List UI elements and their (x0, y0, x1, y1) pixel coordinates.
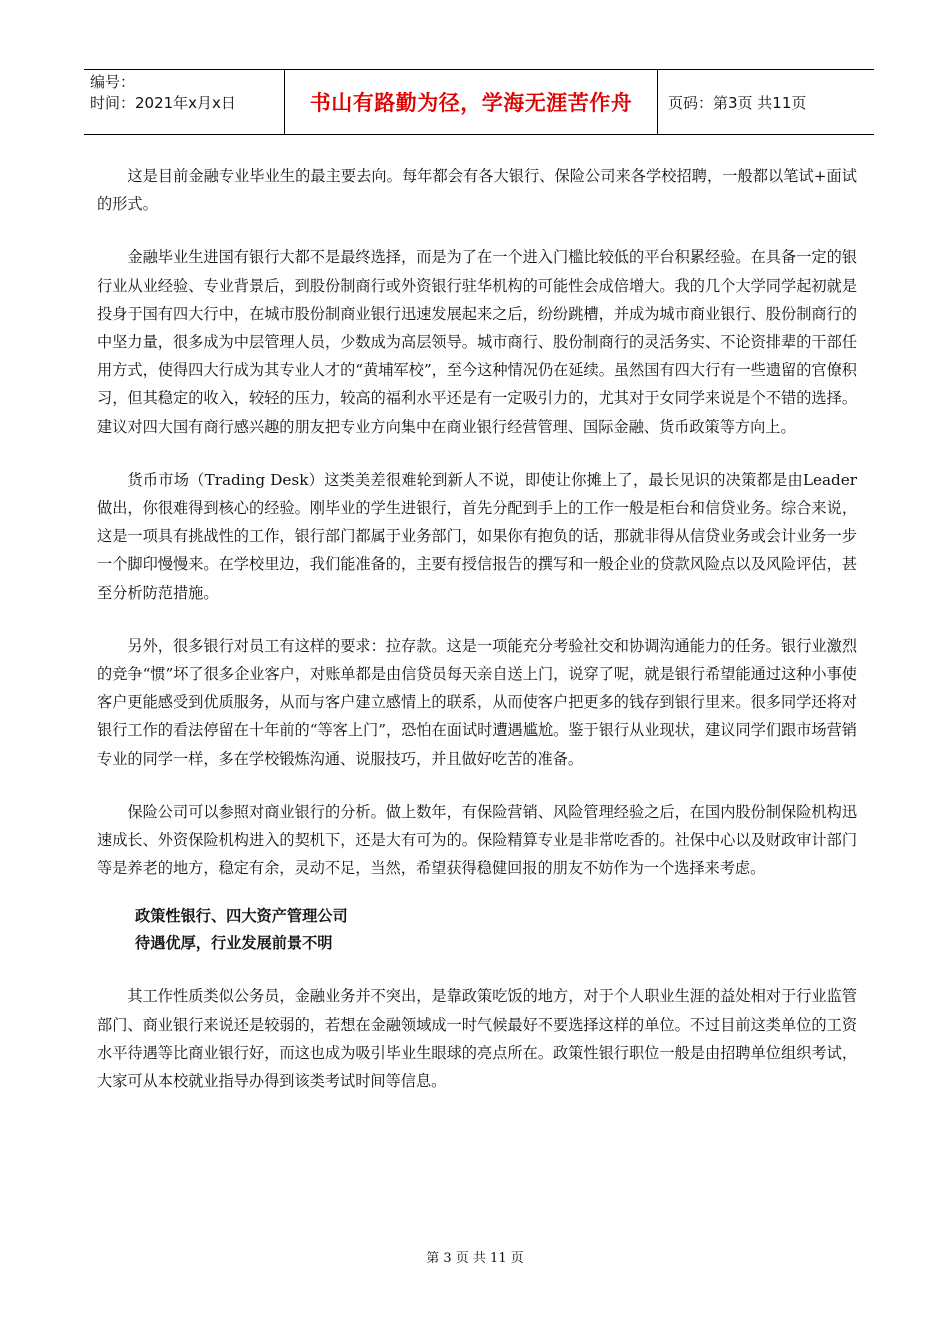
document-body (97, 162, 857, 1120)
header-meta-cell (84, 70, 285, 134)
paragraph: 这是目前金融专业毕业生的最主要去向。每年都会有各大银行、保险公司来各学校招聘，一般都以笔试+面试的形式。 (97, 167, 857, 214)
section-heading: 政策性银行、四大资产管理公司 (135, 907, 348, 926)
document-time-label: 时间：2021年x月x日 (90, 94, 236, 112)
paragraph: 保险公司可以参照对商业银行的分析。做上数年，有保险营销、风险管理经验之后，在国内股份制保险机构迅速成长、外资保险机构进入的契机下，还是大有可为的。保险精算专业是非常吃香的。社保中心以及财政审计部门等是养老的地方，稳定有余，灵动不足，当然，希望获得稳健回报的朋友不妨作为一个选择来考虑。 (97, 802, 857, 878)
page-header (84, 69, 874, 135)
section-subheading: 待遇优厚，行业发展前景不明 (135, 934, 333, 953)
paragraph: 另外，很多银行对员工有这样的要求：拉存款。这是一项能充分考验社交和协调沟通能力的任务。银行业激烈的竞争“惯”坏了很多企业客户，对账单都是由信贷员每天亲自送上门，说穿了呢，就是银行希望能通过这种小事使客户更能感受到优质服务，从而与客户建立感情上的联系，从而使客户把更多的钱存到银行里来。很多同学还将对银行工作的看法停留在十年前的“等客上门”，恐怕在面试时遭遇尴尬。鉴于银行从业现状，建议同学们跟市场营销专业的同学一样，多在学校锻炼沟通、说服技巧，并且做好吃苦的准备。 (97, 636, 857, 768)
paragraph: 金融毕业生进国有银行大都不是最终选择，而是为了在一个进入门槛比较低的平台积累经验。在具备一定的银行业从业经验、专业背景后，到股份制商行或外资银行驻华机构的可能性会成倍增大。我的几个大学同学起初就是投身于国有四大行中，在城市股份制商业银行迅速发展起来之后，纷纷跳槽，并成为城市商业银行、股份制商行的中坚力量，很多成为中层管理人员，少数成为高层领导。城市商行、股份制商行的灵活务实、不论资排辈的干部任用方式，使得四大行成为其专业人才的“黄埔军校”，至今这种情况仍在延续。虽然国有四大行有一些遗留的官僚积习，但其稳定的收入，较轻的压力，较高的福利水平还是有一定吸引力的，尤其对于女同学来说是个不错的选择。建议对四大国有商行感兴趣的朋友把专业方向集中在商业银行经营管理、国际金融、货币政策等方向上。 (97, 248, 857, 436)
footer-page-number: 第 3 页 共 11 页 (426, 1251, 524, 1266)
paragraph: 其工作性质类似公务员，金融业务并不突出，是靠政策吃饭的地方，对于个人职业生涯的益处相对于行业监管部门、商业银行来说还是较弱的，若想在金融领域成一时气候最好不要选择这样的单位。不过目前这类单位的工资水平待遇等比商业银行好，而这也成为吸引毕业生眼球的亮点所在。政策性银行职位一般是由招聘单位组织考试，大家可从本校就业指导办得到该类考试时间等信息。 (97, 987, 857, 1091)
header-page-info: 页码：第3页 共11页 (668, 93, 807, 112)
paragraph: 货币市场（Trading Desk）这类美差很难轮到新人不说，即使让你摊上了，最长见识的决策都是由Leader做出，你很难得到核心的经验。刚毕业的学生进银行，首先分配到手上的工作一般是柜台和信贷业务。综合来说，这是一项具有挑战性的工作，银行部门都属于业务部门，如果你有抱负的话，那就非得从信贷业务或会计业务一步一个脚印慢慢来。在学校里边，我们能准备的，主要有授信报告的撰写和一般企业的贷款风险点以及风险评估，甚至分析防范措施。 (97, 470, 857, 602)
page-footer (0, 1247, 950, 1266)
document-number-label: 编号： (90, 73, 136, 91)
header-motto: 书山有路勤为径，学海无涯苦作舟 (285, 70, 658, 134)
section-heading-block (97, 903, 857, 957)
